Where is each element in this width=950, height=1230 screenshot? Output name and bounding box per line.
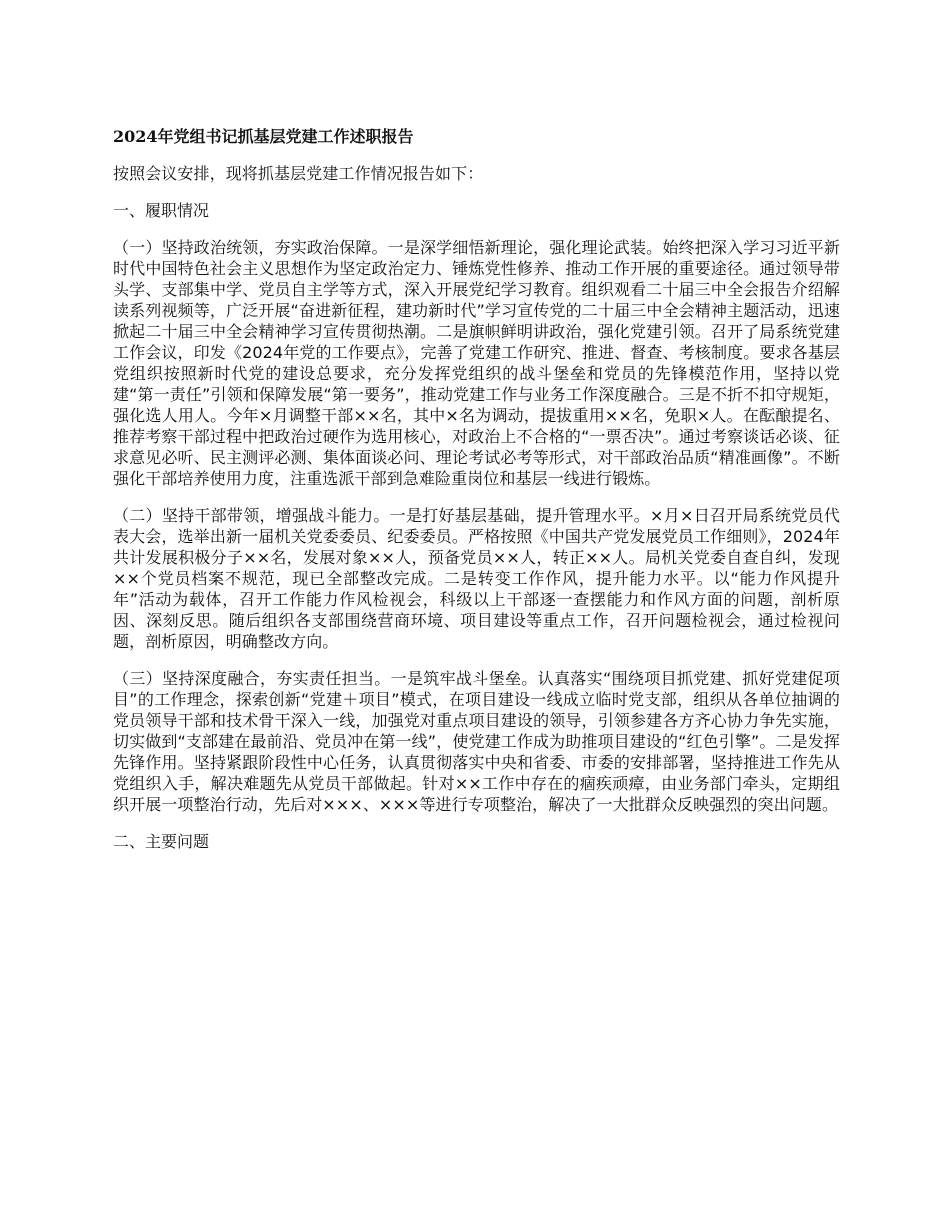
- intro-paragraph: 按照会议安排，现将抓基层党建工作情况报告如下：: [113, 164, 484, 183]
- paragraph-deep-integration: （三）坚持深度融合，夯实责任担当。一是筑牢战斗堡垒。认真落实“围绕项目抓党建、抓好党建促项目”的工作理念，探索创新“党建＋项目”模式，在项目建设一线成立临时党支部，组织从各单位抽调的党员领导干部和技术骨干深入一线，加强党对重点项目建设的领导，引领参建各方齐心协力争先实施，切实做到“支部建在最前沿、党员冲在第一线”，使党建工作成为助推项目建设的“红色引擎”。二是发挥先锋作用。坚持紧跟阶段性中心任务，认真贯彻落实中央和省委、市委的安排部署，坚持推进工作先从党组织入手，解决难题先从党员干部做起。针对××工作中存在的痼疾顽瘴，由业务部门牵头，定期组织开展一项整治行动，先后对×××、×××等进行专项整治，解决了一大批群众反映强烈的突出问题。: [113, 669, 840, 814]
- section-heading-performance: 一、履职情况: [113, 201, 210, 220]
- paragraph-cadre-leadership: （二）坚持干部带领，增强战斗能力。一是打好基层基础，提升管理水平。×月×日召开局系统党员代表大会，选举出新一届机关党委委员、纪委委员。严格按照《中国共产党发展党员工作细则》，2024年共计发展积极分子××名，发展对象××人，预备党员××人，转正××人。局机关党委自查自纠，发现××个党员档案不规范，现已全部整改完成。二是转变工作作风，提升能力水平。以“能力作风提升年”活动为载体，召开工作能力作风检视会，科级以上干部逐一查摆能力和作风方面的问题，剖析原因、深刻反思。随后组织各支部围绕营商环境、项目建设等重点工作，召开问题检视会，通过检视问题，剖析原因，明确整改方向。: [113, 506, 840, 651]
- paragraph-political-leadership: （一）坚持政治统领，夯实政治保障。一是深学细悟新理论，强化理论武装。始终把深入学习习近平新时代中国特色社会主义思想作为坚定政治定力、锤炼党性修养、推动工作开展的重要途径。通过领导带头学、支部集中学、党员自主学等方式，深入开展党纪学习教育。组织观看二十届三中全会报告介绍解读系列视频等，广泛开展“奋进新征程，建功新时代”学习宣传党的二十届三中全会精神主题活动，迅速掀起二十届三中全会精神学习宣传贯彻热潮。二是旗帜鲜明讲政治，强化党建引领。召开了局系统党建工作会议，印发《2024年党的工作要点》，完善了党建工作研究、推进、督查、考核制度。要求各基层党组织按照新时代党的建设总要求，充分发挥党组织的战斗堡垒和党员的先锋模范作用，坚持以党建“第一责任”引领和保障发展“第一要务”，推动党建工作与业务工作深度融合。三是不折不扣守规矩，强化选人用人。今年×月调整干部××名，其中×名为调动，提拔重用××名，免职×人。在酝酿提名、推荐考察干部过程中把政治过硬作为选用核心，对政治上不合格的“一票否决”。通过考察谈话必谈、征求意见必听、民主测评必测、集体面谈必问、理论考试必考等形式，对干部政治品质“精准画像”。不断强化干部培养使用力度，注重选派干部到急难险重岗位和基层一线进行锻炼。: [113, 238, 840, 488]
- document-page: [113, 126, 840, 868]
- document-title: 2024年党组书记抓基层党建工作述职报告: [113, 127, 414, 146]
- section-heading-main-problems: 二、主要问题: [113, 832, 210, 851]
